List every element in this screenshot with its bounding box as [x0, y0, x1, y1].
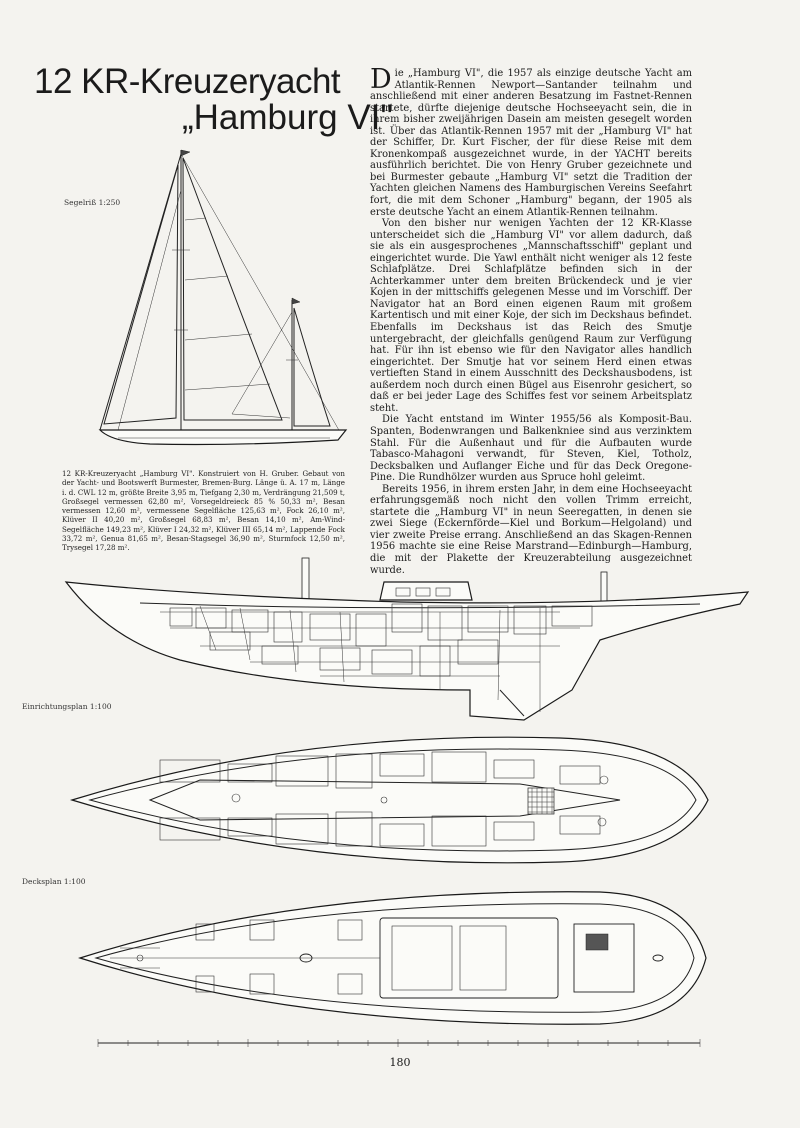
figure-caption: 12 KR-Kreuzeryacht „Hamburg VI". Konstruiert von H. Gruber. Gebaut von der Yacht- und Bootswerft Burmester, Bremen-Burg. Länge ü. A. 17 m, Länge i. d. CWL 12 m, größte Breite 3,95 m, Tiefgang 2,30 m, Verdrängung 21,509 t, Großsegel vermessen 62,80 m², Vorsegeldreieck 85 % 50,33 m², Besan vermessen 12,60 m², vermessene Segelfläche 125,63 m², Fock 26,10 m², Klüver II 40,20 m², Großsegel 68,83 m², Besan 14,10 m², Am-Wind-Segelfläche 149,23 m², Klüver I 24,32 m², Klüver III 65,14 m², Lappende Fock 33,72 m², Genua 81,65 m², Besan-Stagsegel 36,90 m², Sturmfock 12,50 m², Trysegel 17,28 m². — [62, 469, 345, 553]
deck-plan-drawing — [80, 892, 706, 1024]
drop-cap: D — [370, 64, 392, 95]
page-title-line-1: 12 KR-Kreuzeryacht — [34, 62, 341, 101]
article-paragraph-2: Von den bisher nur wenigen Yachten der 12 KR-Klasse unterscheidet sich die „Hamburg VI" vor allem dadurch, daß sie als ein ausgesprochenes „Mannschaftsschiff" geplant und eingerichtet wurde. Die Yawl enthält nicht weniger als 12 feste Schlafplätze. Drei Schlafplätze befinden sich in der Achterkammer unter dem breiten Brückendeck und je vier Kojen in der mittschiffs gelegenen Messe und im Vorschiff. Der Navigator hat an Bord einen eigenen Raum mit großem Kartentisch und mit einer Koje, der sich im Deckshaus befindet. Ebenfalls im Deckshaus ist das Reich des Smutje untergebracht, der gleichfalls genügend Raum zur Verfügung hat. Für ihn ist ebenso wie für den Navigator alles handlich eingerichtet. Der Smutje hat vor seinem Herd einen etwas vertieften Stand in einem Ausschnitt des Deckshausbodens, ist außerdem noch durch einen Bügel aus Eisenrohr gesichert, so daß er bei jeder Lage des Schiffes fest vor seinem Arbeitsplatz steht. — [370, 218, 692, 414]
page-number: 180 — [389, 1056, 411, 1069]
article-paragraph-1: Die „Hamburg VI", die 1957 als einzige deutsche Yacht am Atlantik-Rennen Newport—Santander teilnahm und anschließend mit einer anderen Besatzung im Fastnet-Rennen startete, dürfte diejenige deutsche Hochseeyacht sein, die in ihrem bisher zweijährigen Dasein am meisten gesegelt worden ist. Über das Atlantik-Rennen 1957 mit der „Hamburg VI" hat der Schiffer, Dr. Kurt Fischer, der für diese Reise mit dem Kronenkompaß ausgezeichnet wurde, in der YACHT bereits ausführlich berichtet. Die von Henry Gruber gezeichnete und bei Burmester gebaute „Hamburg VI" setzt die Tradition der Yachten gleichen Namens des Hamburgischen Vereins Seefahrt fort, die mit dem Schoner „Hamburg" begann, der 1905 als erste deutsche Yacht an einem Atlantik-Rennen teilnahm. — [370, 64, 692, 218]
interior-plan-label: Einrichtungsplan 1:100 — [22, 702, 112, 711]
sail-plan-label: Segelriß 1:250 — [64, 198, 121, 207]
article-paragraph-3: Die Yacht entstand im Winter 1955/56 als Komposit-Bau. Spanten, Bodenwrangen und Balkenkniee sind aus verzinktem Stahl. Für die Außenhaut und für die Aufbauten wurde Tabasco-Mahagoni verwandt, für Steven, Kiel, Totholz, Decksbalken und Auflanger Eiche und für das Deck Oregone-Pine. Die Rundhölzer wurden aus Spruce hohl geleimt. — [370, 414, 692, 484]
sail-plan-drawing — [100, 150, 346, 445]
scale-bar — [98, 1039, 700, 1047]
article-paragraph-4: Bereits 1956, in ihrem ersten Jahr, in dem eine Hochseeyacht erfahrungsgemäß noch nicht den vollen Trimm erreicht, startete die „Hamburg VI" in neun Seeregatten, in denen sie zwei Siege (Eckernförde—Kiel und Borkum—Helgoland) und vier zweite Preise errang. Anschließend an das Skagen-Rennen 1956 machte sie eine Reise Marstrand—Edinburgh—Hamburg, die mit der Plakette der Kreuzerabteilung ausgezeichnet wurde. — [370, 483, 692, 576]
interior-profile-drawing — [66, 558, 748, 720]
article-body — [370, 64, 692, 576]
deck-plan-label: Decksplan 1:100 — [22, 877, 86, 886]
page-title-line-2: „Hamburg VI" — [182, 98, 393, 137]
accommodation-plan-drawing — [72, 737, 708, 863]
